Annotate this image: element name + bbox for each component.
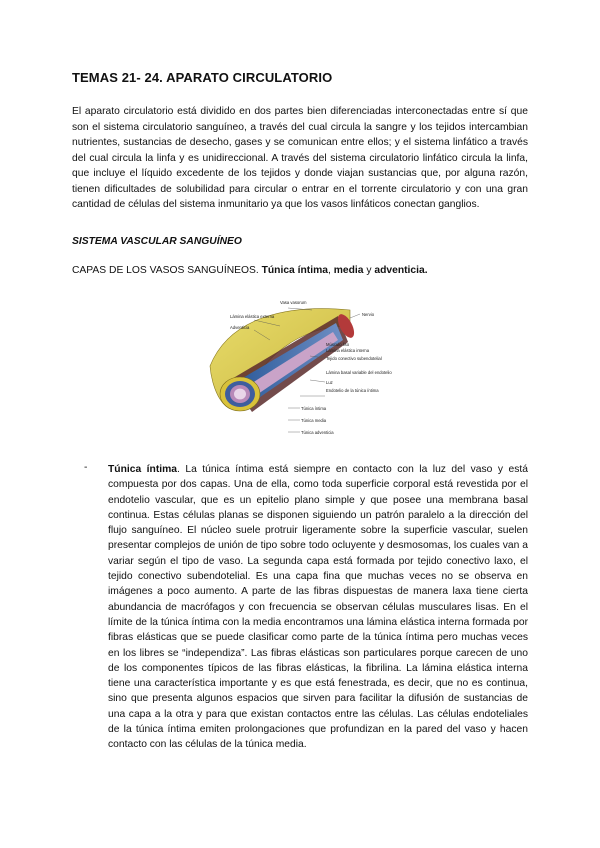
label-lamina-basal: Lámina basal variable del endotelio — [326, 370, 392, 375]
label-vasa-vasorum: Vasa vasorum — [280, 300, 307, 305]
layers-line — [72, 265, 428, 276]
label-adventicia: Adventicia — [230, 325, 250, 330]
layer-intima: Túnica íntima — [261, 265, 328, 276]
lumen — [234, 389, 246, 400]
intima-text: . La túnica íntima está siempre en contacto con la luz del vaso y está compuesta por dos capas. Una de ella, como toda superficie corporal está revestida por el endotelio vascular, que es un epitelio plano simple y que posee una membrana basal continua. Estas células planas se disponen siguiendo un patrón paralelo a la dirección del flujo sanguíneo. El núcleo suele protruir ligeramente sobre la superficie vascular, suelen presentar complejos de unión de tipo sobre todo ocluyente y desmosomas, los cuales van a variar según el tipo de vaso. La segunda capa está formada por tejido conectivo laxo, el tejido conectivo subendotelial. Es una capa fina que muchas veces no se observa en imágenes a poco aumento. A parte de las fibras dispuestas de manera laxa tiene cierta abundancia de macrófagos y con frecuencia se observan células musculares lisas. En el límite de la túnica íntima con la media encontramos una lámina elástica interna formada por fibras elásticas que se puede clasificar como parte de la túnica íntima pero muchas veces en los libres se “independiza”. Las fibras elásticas son particulares porque carecen de uno de los componentes típicos de las fibras elásticas, la fibrilina. La lámina elástica interna tiene una característica importante y es que está fenestrada, es decir, que no es continua, sino que presenta algunos espacios que sirven para facilitar la difusión de sustancias de una capa a la otra y para que existan contactos entre las células. Las células endoteliales de la túnica íntima emiten prolongaciones que profundizan en la pared del vaso y hacen contacto con las células de la túnica media. — [108, 464, 528, 751]
label-tunica-media: Túnica media — [301, 418, 327, 423]
intima-term: Túnica íntima — [108, 464, 177, 475]
label-lamina-interna: Lámina elástica interna — [326, 348, 370, 353]
label-luz: Luz — [326, 380, 333, 385]
label-tunica-intima: Túnica íntima — [301, 406, 327, 411]
label-endotelio: Endotelio de la túnica íntima — [326, 388, 379, 393]
layer-adventicia: adventicia. — [374, 265, 428, 276]
bullet-marker: - — [84, 462, 88, 473]
layers-sep-1: , — [327, 265, 334, 276]
label-nervio: Nervio — [362, 312, 375, 317]
intima-paragraph — [108, 462, 528, 753]
section-heading: SISTEMA VASCULAR SANGUÍNEO — [72, 236, 242, 247]
vessel-layers-figure — [200, 296, 400, 442]
intro-paragraph: El aparato circulatorio está dividido en dos partes bien diferenciadas interconectadas entre sí que son el sistema circulatorio sanguíneo, a través del cual circula la sangre y los tejidos intercambian nutrientes, sustancias de desecho, gases y se comunican entre ellos; y el sistema linfático a través del cual circula la linfa y es unidireccional. A través del sistema circulatorio linfático circula la linfa, que incluye el líquido excedente de los tejidos y donde viajan sustancias que, por alguna razón, tienen dificultades de solubilidad para circular o entrar en el torrente circulatorio y con una gran cantidad de células del sistema inmunitario ya que los vasos linfáticos conectan ganglios. — [72, 106, 528, 210]
label-lamina-externa: Lámina elástica externa — [230, 314, 275, 319]
label-tejido-conectivo: Tejido conectivo subendotelial — [326, 356, 382, 361]
label-tunica-adventicia: Túnica adventicia — [301, 430, 334, 435]
layer-media: media — [333, 265, 364, 276]
layers-prefix: CAPAS DE LOS VASOS SANGUÍNEOS. — [72, 265, 262, 276]
label-musculo-liso: Músculo liso — [326, 342, 350, 347]
document-title: TEMAS 21- 24. APARATO CIRCULATORIO — [72, 70, 333, 85]
layers-sep-2: y — [363, 265, 375, 276]
